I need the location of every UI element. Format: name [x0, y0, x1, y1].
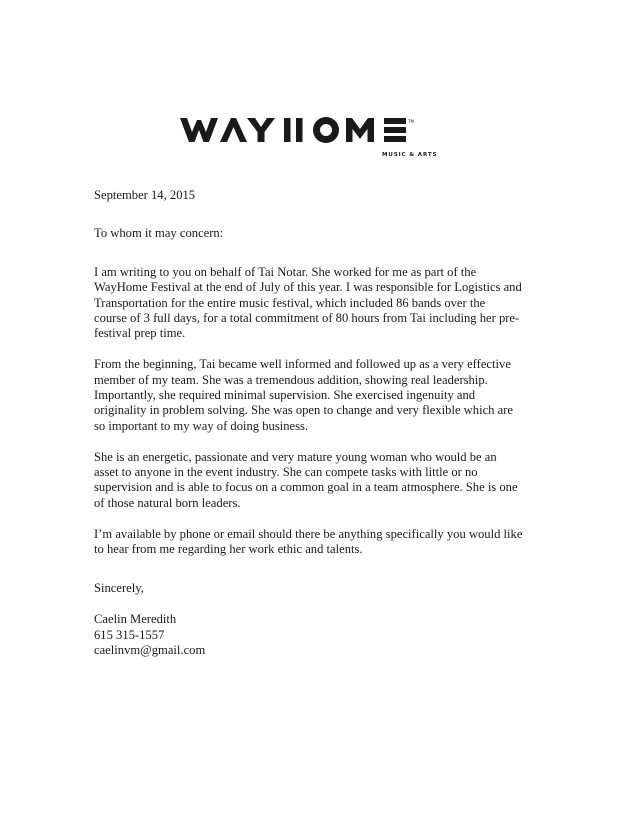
paragraph-line: member of my team. She was a tremendous addition, showing real leadership. [94, 372, 488, 387]
signature-phone: 615 315-1557 [94, 627, 165, 642]
logo-trademark: TM [408, 119, 414, 124]
signature-block [94, 612, 550, 658]
logo-tagline: MUSIC & ARTS [382, 152, 438, 158]
paragraph-contact-offer [94, 527, 550, 558]
paragraph-line: I am writing to you on behalf of Tai Notar. She worked for me as part of the [94, 264, 477, 279]
paragraph-line: asset to anyone in the event industry. She can compete tasks with little or no [94, 465, 478, 480]
paragraph-line: festival prep time. [94, 326, 186, 341]
wayhome-logo-graphic [180, 114, 452, 160]
letter-closing: Sincerely, [94, 581, 144, 596]
wayhome-logo [180, 114, 452, 160]
paragraph-line: She is an energetic, passionate and very mature young woman who would be an [94, 449, 497, 464]
paragraph-character [94, 450, 550, 512]
signature-name: Caelin Meredith [94, 612, 177, 627]
paragraph-line: course of 3 full days, for a total commitment of 80 hours from Tai including her pre- [94, 311, 520, 326]
letter-body [94, 188, 550, 659]
paragraph-line: supervision and is able to focus on a common goal in a team atmosphere. She is one [94, 480, 518, 495]
signature-email: caelinvm@gmail.com [94, 643, 206, 658]
paragraph-line: of those natural born leaders. [94, 495, 241, 510]
paragraph-line: Transportation for the entire music festival, which included 86 bands over the [94, 295, 486, 310]
paragraph-line: WayHome Festival at the end of July of this year. I was responsible for Logistics and [94, 280, 522, 295]
paragraph-line: Importantly, she required minimal supervision. She exercised ingenuity and [94, 388, 476, 403]
paragraph-line: to hear from me regarding her work ethic and talents. [94, 542, 363, 557]
paragraph-line: so important to my way of doing business. [94, 418, 309, 433]
paragraph-line: I’m available by phone or email should there be anything specifically you would like [94, 526, 523, 541]
letter-salutation: To whom it may concern: [94, 226, 224, 241]
paragraph-intro [94, 265, 550, 342]
letter-date: September 14, 2015 [94, 188, 196, 202]
paragraph-line: originality in problem solving. She was open to change and very flexible which are [94, 403, 513, 418]
paragraph-performance [94, 357, 550, 434]
paragraph-line: From the beginning, Tai became well informed and followed up as a very effective [94, 357, 511, 372]
